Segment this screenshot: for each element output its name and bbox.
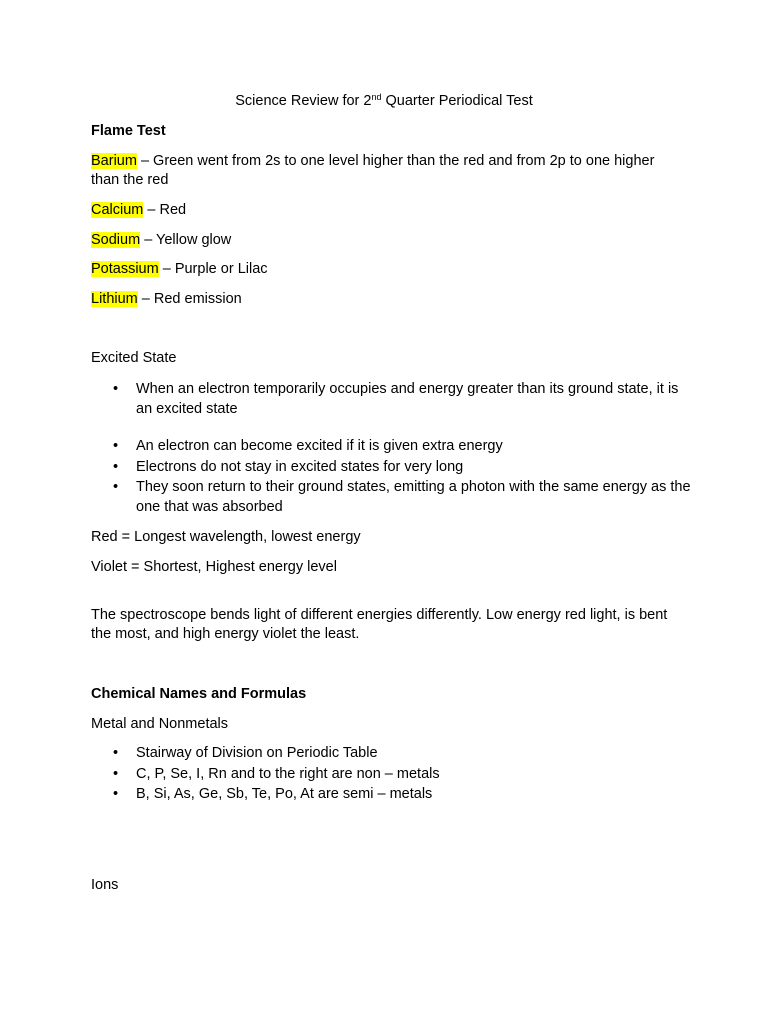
bullet-icon: • [113, 786, 119, 802]
flame-item-calcium [91, 201, 691, 220]
ions-heading: Ions [91, 877, 119, 893]
bullet-icon: • [113, 438, 119, 454]
flame-item-potassium [91, 260, 691, 279]
flame-item-sodium [91, 231, 691, 250]
element-description: – Red [143, 202, 187, 218]
list-item [91, 458, 691, 478]
excited-state-heading: Excited State [91, 350, 177, 366]
list-item-text: Electrons do not stay in excited states for very long [136, 458, 464, 475]
excited-state-bullets-b [91, 437, 691, 517]
element-name: Lithium [91, 291, 138, 307]
list-item-text: When an electron temporarily occupies and energy greater than its ground state, it is an excited state [136, 381, 679, 417]
list-item-text: B, Si, As, Ge, Sb, Te, Po, At are semi – metals [136, 786, 433, 802]
violet-wavelength-line: Violet = Shortest, Highest energy level [91, 559, 337, 575]
list-item [91, 785, 691, 805]
list-item [91, 765, 691, 785]
bullet-icon: • [113, 381, 119, 397]
element-description: – Purple or Lilac [158, 261, 268, 277]
element-name: Potassium [91, 261, 159, 277]
element-description: – Red emission [137, 291, 242, 307]
element-description: – Green went from 2s to one level higher than the red and from 2p to one higher than the red [91, 153, 655, 188]
bullet-icon: • [113, 765, 119, 782]
red-wavelength-line: Red = Longest wavelength, lowest energy [91, 529, 361, 545]
title-prefix: Science Review for 2 [235, 93, 372, 109]
flame-item-barium [91, 152, 686, 190]
metals-bullets [91, 744, 691, 805]
flame-item-lithium [91, 290, 691, 309]
list-item [91, 437, 691, 457]
element-name: Sodium [91, 232, 141, 248]
list-item-text: C, P, Se, I, Rn and to the right are non – metals [136, 765, 440, 782]
bullet-icon: • [113, 479, 119, 495]
list-item [91, 478, 691, 517]
list-item [91, 744, 691, 764]
bullet-icon: • [113, 745, 119, 761]
page-title [0, 92, 768, 111]
flame-test-heading: Flame Test [91, 123, 166, 139]
metals-subheading: Metal and Nonmetals [91, 716, 229, 732]
chemical-names-heading: Chemical Names and Formulas [91, 686, 307, 702]
title-superscript: nd [371, 92, 382, 102]
element-name: Calcium [91, 202, 144, 218]
list-item-text: An electron can become excited if it is given extra energy [136, 438, 503, 454]
element-name: Barium [91, 153, 137, 169]
list-item-text: They soon return to their ground states, emitting a photon with the same energy as the one that was absorbed [136, 479, 691, 515]
title-suffix: Quarter Periodical Test [381, 93, 533, 109]
spectroscope-paragraph: The spectroscope bends light of different energies differently. Low energy red light, is bent the most, and high energy violet the least. [91, 607, 668, 642]
bullet-icon: • [113, 458, 119, 475]
list-item [91, 380, 691, 419]
list-item-text: Stairway of Division on Periodic Table [136, 745, 378, 761]
excited-state-bullets-a [91, 380, 691, 419]
element-description: – Yellow glow [140, 232, 232, 248]
